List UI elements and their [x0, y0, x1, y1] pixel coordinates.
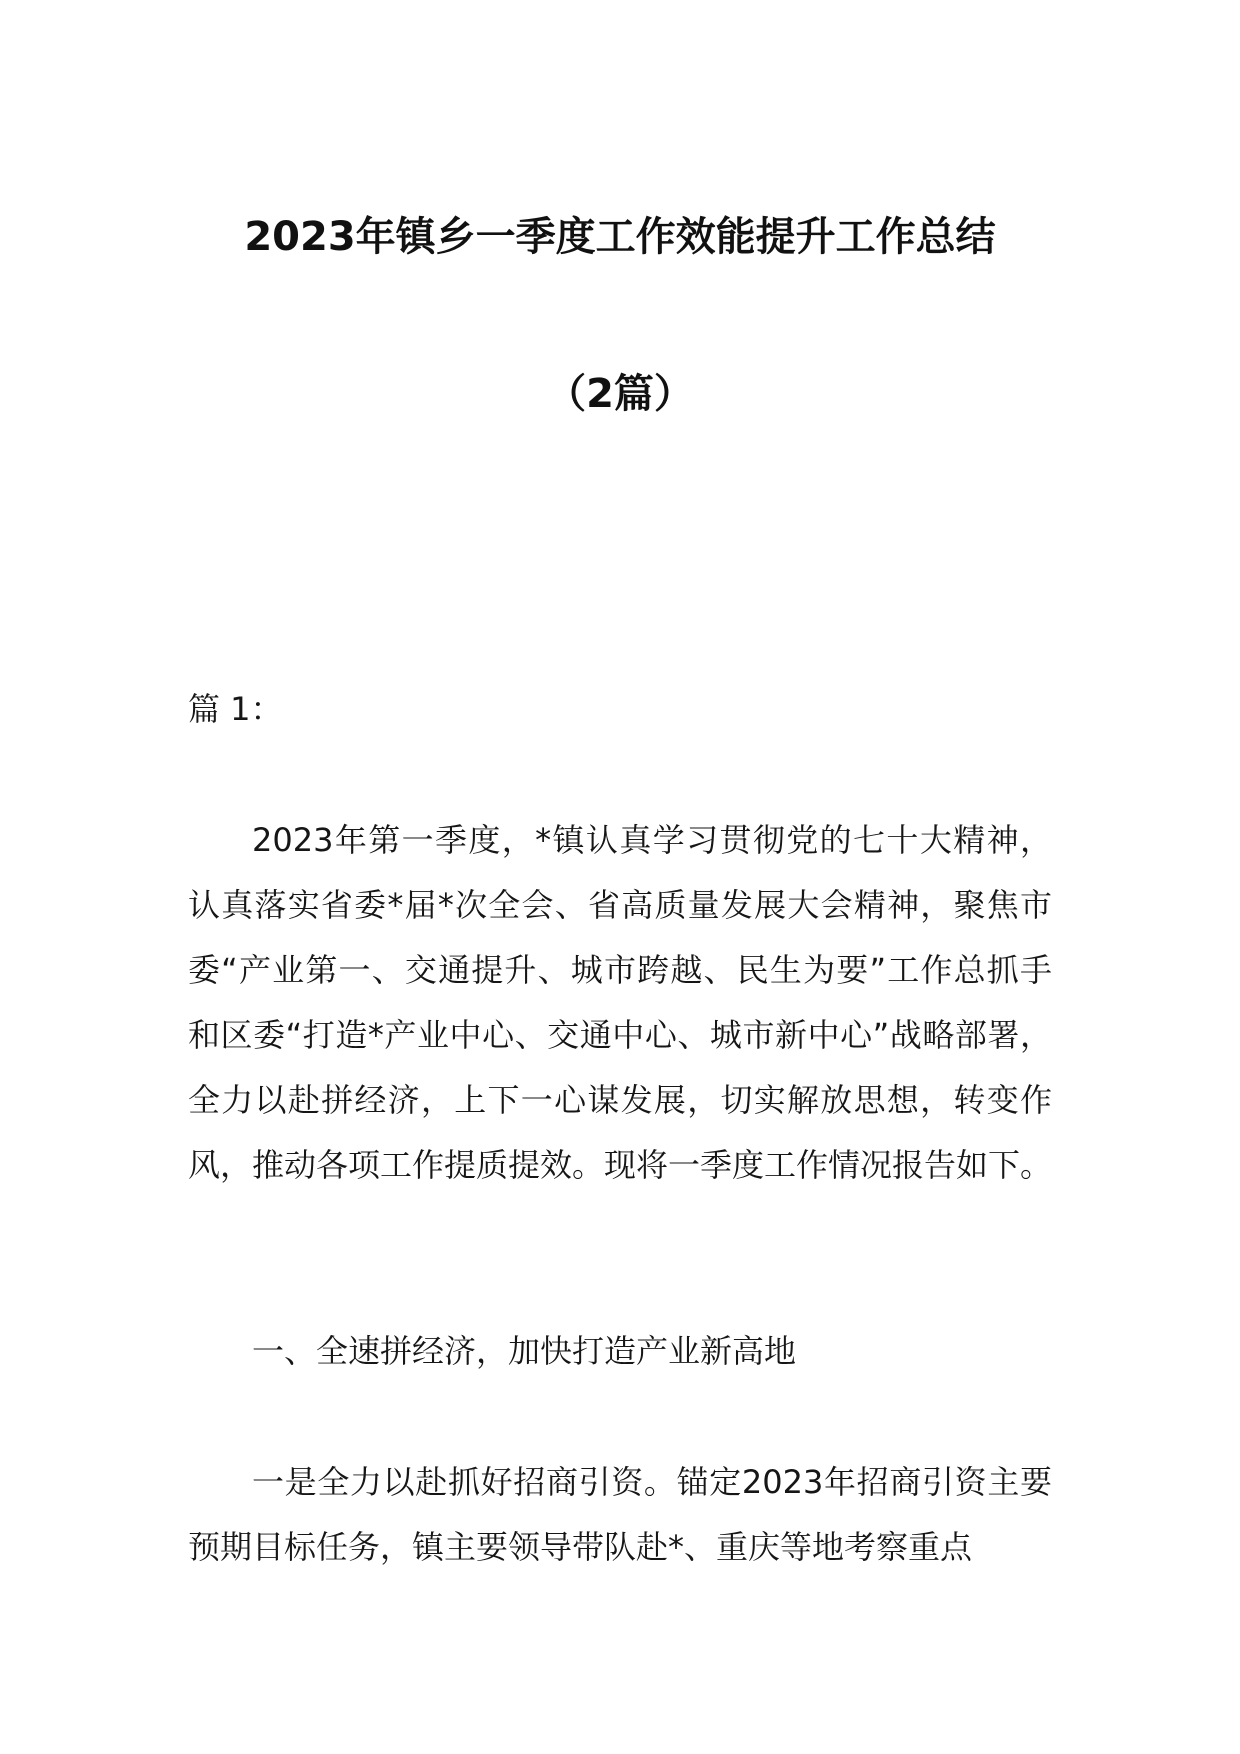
section-label: 篇 1： [188, 690, 283, 728]
body-paragraph: 一是全力以赴抓好招商引资。锚定2023年招商引资主要预期目标任务，镇主要领导带队赴*、重庆等地考察重点 [188, 1463, 1052, 1566]
document-title: 2023年镇乡一季度工作效能提升工作总结 [244, 214, 996, 260]
body-paragraph: 2023年第一季度，*镇认真学习贯彻党的七十大精神，认真落实省委*届*次全会、省高质量发展大会精神，聚焦市委“产业第一、交通提升、城市跨越、民生为要”工作总抓手和区委“打造*产业中心、交通中心、城市新中心”战略部署，全力以赴拼经济，上下一心谋发展，切实解放思想，转变作风，推动各项工作提质提效。现将一季度工作情况报告如下。 [188, 821, 1053, 1184]
document-subtitle: （2篇） [546, 371, 694, 417]
section-heading: 一、全速拼经济，加快打造产业新高地 [252, 1332, 797, 1370]
